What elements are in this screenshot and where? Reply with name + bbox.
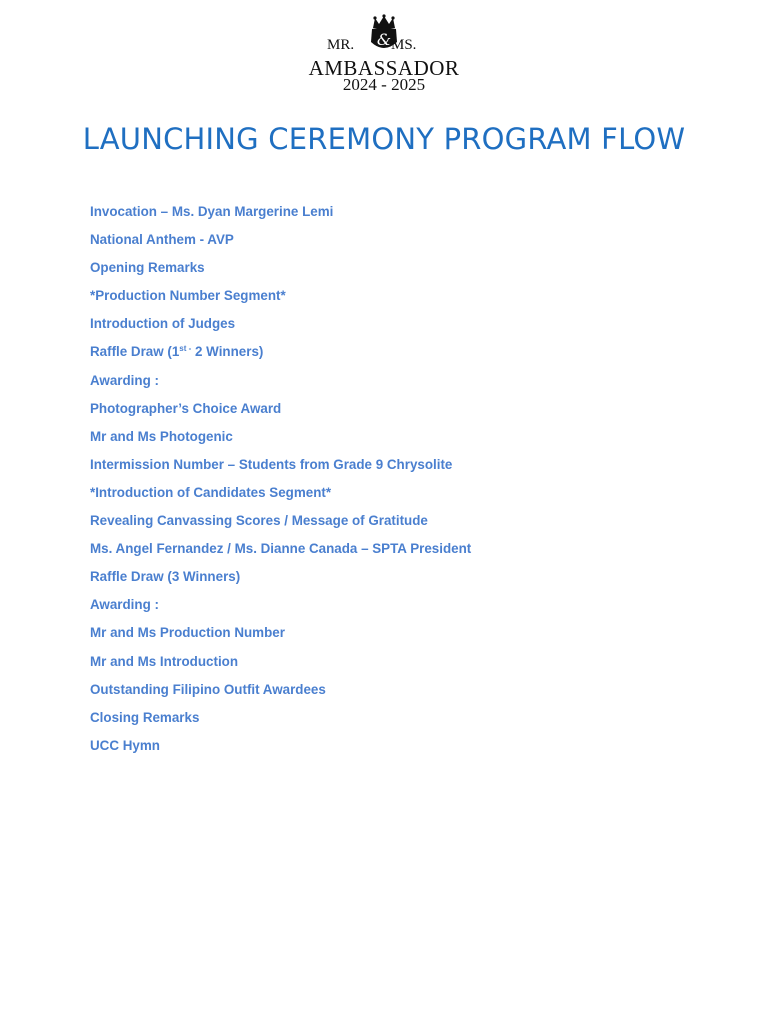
program-item: Closing Remarks: [90, 709, 200, 725]
program-item: Opening Remarks: [90, 260, 205, 276]
program-item-raffle: [90, 342, 471, 370]
program-item: Awarding :: [90, 372, 159, 388]
program-item: Intermission Number – Students from Grade 9 Chrysolite: [90, 456, 453, 472]
program-item: Raffle Draw (3 Winners): [90, 569, 241, 585]
svg-text:&: &: [376, 30, 392, 49]
logo-year: 2024 - 2025: [342, 75, 426, 94]
program-list: [90, 202, 471, 764]
program-item: *Introduction of Candidates Segment*: [90, 484, 332, 500]
program-item: *Production Number Segment*: [90, 288, 286, 304]
program-item: Introduction of Judges: [90, 316, 236, 332]
program-item: National Anthem - AVP: [90, 232, 234, 248]
program-item: Ms. Angel Fernandez / Ms. Dianne Canada – SPTA President: [90, 541, 472, 557]
program-item: Awarding :: [90, 597, 159, 613]
logo-ambassador: AMBASSADOR: [308, 56, 460, 80]
logo-mr: MR.: [327, 37, 355, 53]
raffle-superscript: st -: [179, 344, 192, 354]
program-item: UCC Hymn: [90, 737, 160, 753]
page-title: LAUNCHING CEREMONY PROGRAM FLOW: [82, 122, 686, 156]
program-item: Photographer’s Choice Award: [90, 400, 282, 416]
logo-ms: MS.: [391, 37, 417, 53]
program-item: Outstanding Filipino Outfit Awardees: [90, 681, 326, 697]
event-logo: [0, 14, 768, 96]
raffle-label: Raffle Draw (1: [90, 344, 180, 360]
program-item: Mr and Ms Introduction: [90, 653, 239, 669]
program-item: Mr and Ms Production Number: [90, 625, 285, 641]
program-item: Mr and Ms Photogenic: [90, 428, 233, 444]
program-item: Revealing Canvassing Scores / Message of Gratitude: [90, 513, 428, 529]
program-item: Invocation – Ms. Dyan Margerine Lemi: [90, 204, 334, 219]
raffle-winners: 2 Winners): [191, 344, 264, 360]
